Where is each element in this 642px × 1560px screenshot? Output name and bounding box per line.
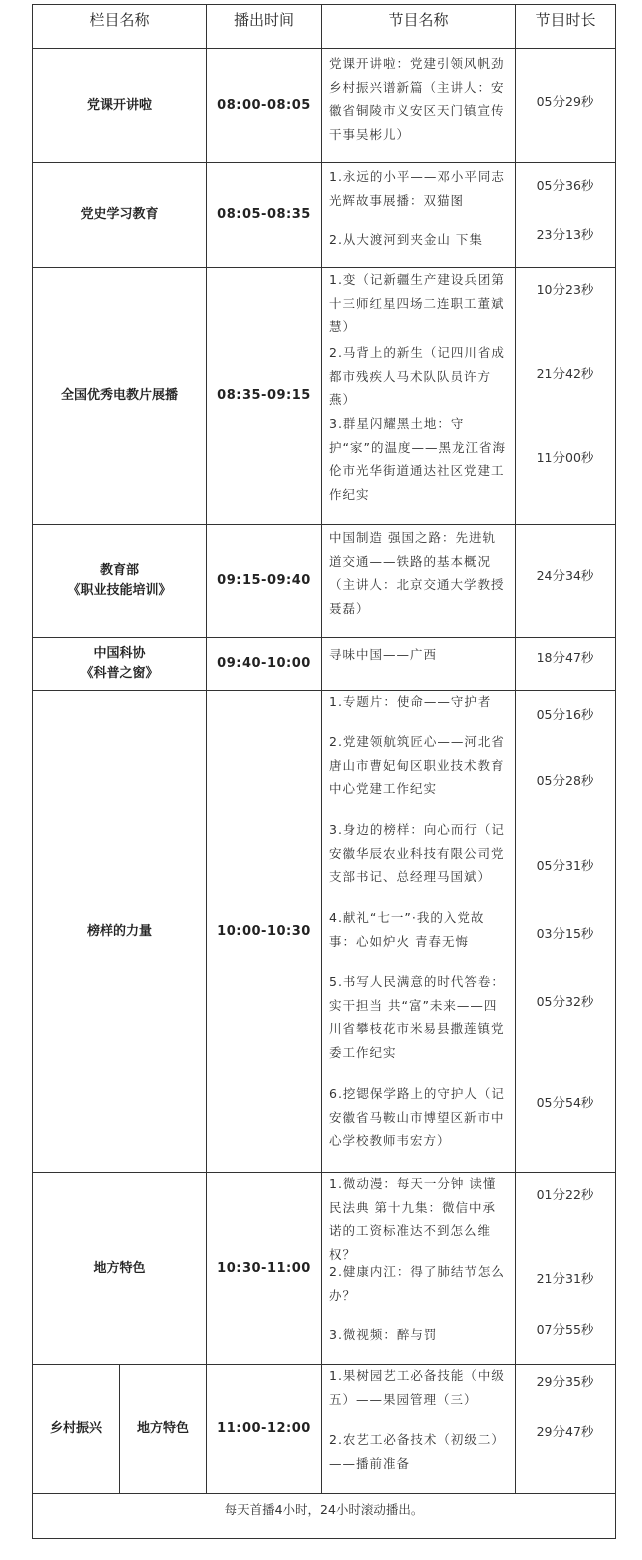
duration-text: 03分15秒 — [536, 926, 594, 941]
table-border-right — [615, 4, 616, 1539]
duration-text: 05分36秒 — [536, 178, 594, 193]
duration-text: 10分23秒 — [536, 282, 594, 297]
duration-text: 23分13秒 — [536, 227, 594, 242]
air-time-cell: 11:00-12:00 — [217, 1421, 311, 1436]
sub-column-name-cell: 地方特色 — [136, 1421, 189, 1436]
program-text: 3.群星闪耀黑土地：守护“家”的温度——黑龙江省海伦市光华街道通达社区党建工作纪实 — [329, 416, 506, 502]
duration-text: 11分00秒 — [536, 450, 594, 465]
duration-text: 05分31秒 — [536, 858, 594, 873]
duration-text: 18分47秒 — [536, 650, 594, 665]
header-air-time: 播出时间 — [233, 11, 294, 29]
air-time-cell: 09:15-09:40 — [217, 573, 311, 588]
program-text: 1.果树园艺工必备技能（中级五）——果园管理（三） — [329, 1368, 505, 1407]
column-name-cell: 全国优秀电教片展播 — [60, 388, 178, 403]
program-text: 3.身边的榜样：向心而行（记安徽华辰农业科技有限公司党支部书记、总经理马国斌） — [329, 822, 505, 884]
program-text: 2.党建领航筑匠心——河北省唐山市曹妃甸区职业技术教育中心党建工作纪实 — [329, 734, 505, 796]
duration-text: 05分16秒 — [536, 707, 594, 722]
duration-text: 05分32秒 — [536, 994, 594, 1009]
column-divider — [321, 4, 322, 1494]
program-text: 2.健康内江：得了肺结节怎么办？ — [329, 1264, 505, 1303]
program-text: 1.微动漫：每天一分钟 读懂民法典 第十九集：微信中承诺的工资标准达不到怎么维权？ — [329, 1176, 497, 1262]
air-time-cell: 09:40-10:00 — [217, 656, 311, 671]
table-border-bottom — [32, 1538, 616, 1539]
header-program-name: 节目名称 — [388, 11, 449, 29]
program-text: 2.农艺工必备技术（初级二）——播前准备 — [329, 1432, 505, 1471]
duration-text: 05分28秒 — [536, 773, 594, 788]
header-duration: 节目时长 — [535, 11, 596, 29]
program-text: 2.马背上的新生（记四川省成都市残疾人马术队队员许方燕） — [329, 345, 505, 407]
column-divider — [515, 4, 516, 1494]
column-name-cell: 党史学习教育 — [80, 207, 159, 222]
air-time-cell: 08:05-08:35 — [217, 207, 311, 222]
air-time-cell: 10:30-11:00 — [217, 1260, 311, 1276]
air-time-cell: 08:00-08:05 — [217, 97, 311, 113]
program-text: 3.微视频：醉与罚 — [329, 1327, 438, 1342]
duration-text: 29分35秒 — [536, 1374, 594, 1389]
duration-text: 24分34秒 — [536, 568, 594, 583]
program-text: 2.从大渡河到夹金山 下集 — [329, 232, 483, 247]
program-text: 1.专题片：使命——守护者 — [329, 694, 492, 709]
program-text: 党课开讲啦：党建引领风帆劲乡村振兴谱新篇（主讲人：安徽省铜陵市义安区天门镇宣传干事吴彬儿） — [329, 56, 505, 142]
column-name-cell — [33, 638, 206, 690]
program-text: 寻味中国——广西 — [329, 647, 438, 662]
program-text: 4.献礼“七一”·我的入党故事：心如炉火 青春无悔 — [329, 910, 485, 949]
column-name-cell — [33, 525, 206, 637]
header-column-name: 栏目名称 — [89, 11, 150, 29]
air-time-cell: 08:35-09:15 — [217, 388, 311, 403]
air-time-cell: 10:00-10:30 — [217, 923, 311, 939]
program-text: 6.挖锶保学路上的守护人（记安徽省马鞍山市博望区新市中心学校教师韦宏方） — [329, 1086, 505, 1148]
column-name-line: 《科普之窗》 — [80, 666, 159, 681]
column-name-line: 《职业技能培训》 — [67, 583, 172, 598]
program-text: 中国制造 强国之路：先进轨道交通——铁路的基本概况（主讲人：北京交通大学教授聂磊） — [329, 530, 505, 616]
duration-text: 01分22秒 — [536, 1187, 594, 1202]
footer-note: 每天首播4小时，24小时滚动播出。 — [224, 1502, 424, 1517]
program-text: 1.变（记新疆生产建设兵团第十三师红星四场二连职工董斌慧） — [329, 272, 505, 334]
column-name-line: 中国科协 — [93, 646, 146, 661]
duration-text: 21分31秒 — [536, 1271, 594, 1286]
column-name-cell: 党课开讲啦 — [86, 97, 152, 113]
column-name-line: 教育部 — [99, 563, 139, 578]
duration-text: 29分47秒 — [536, 1424, 594, 1439]
column-name-cell: 乡村振兴 — [49, 1421, 102, 1436]
duration-text: 21分42秒 — [536, 366, 594, 381]
program-text: 1.永远的小平——邓小平同志光辉故事展播：双猫图 — [329, 169, 505, 208]
duration-text: 07分55秒 — [536, 1322, 594, 1337]
program-text: 5.书写人民满意的时代答卷：实干担当 共“富”未来——四川省攀枝花市米易县撒莲镇党委工作纪实 — [329, 974, 505, 1060]
column-name-cell: 地方特色 — [93, 1260, 146, 1276]
duration-text: 05分54秒 — [536, 1095, 594, 1110]
column-name-cell: 榜样的力量 — [86, 923, 152, 939]
duration-text: 05分29秒 — [536, 94, 594, 109]
